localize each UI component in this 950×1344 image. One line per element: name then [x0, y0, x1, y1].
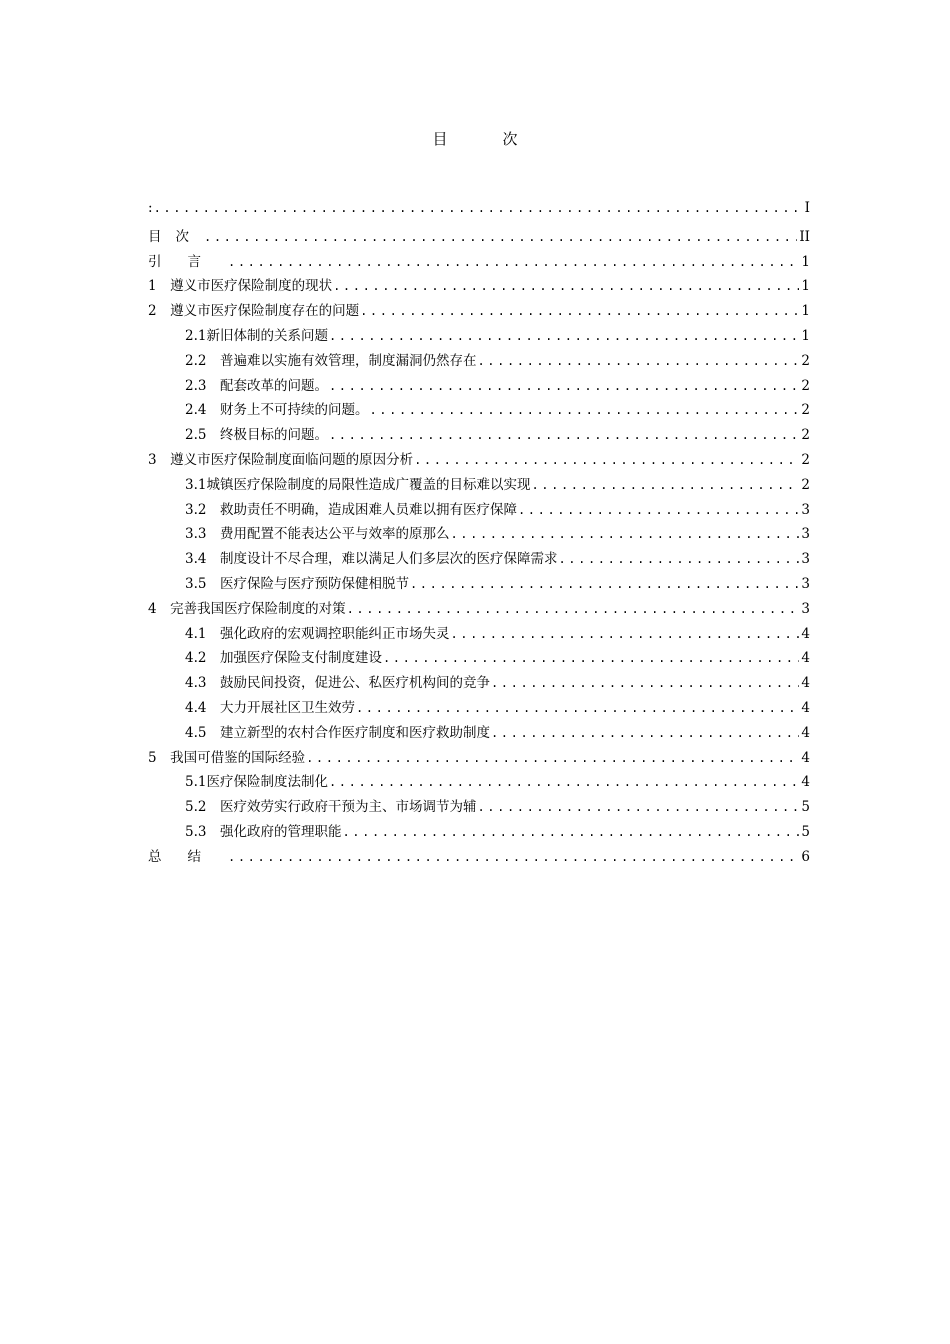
toc-entry[interactable]: [148, 423, 810, 448]
toc-entry-title: 3 遵义市医疗保险制度面临问题的原因分析: [148, 451, 414, 468]
toc-entry-title: 3.3 费用配置不能表达公平与效率的原那么: [185, 526, 450, 543]
toc-entry[interactable]: [148, 572, 810, 597]
toc-entry-title: 引言: [148, 253, 227, 270]
toc-entry[interactable]: [148, 374, 810, 399]
toc-entry[interactable]: [148, 299, 810, 324]
toc-dot-leader: [356, 701, 799, 715]
toc-entry-page-number: 1: [801, 303, 810, 320]
toc-entry-page-number: 1: [801, 253, 810, 270]
toc-entry-title: 3.1城镇医疗保险制度的局限性造成广覆盖的目标难以实现: [185, 476, 531, 493]
toc-entry-page-number: I: [804, 200, 810, 216]
toc-dot-leader: [491, 726, 799, 740]
toc-dot-leader: [342, 825, 799, 839]
toc-entry[interactable]: [148, 721, 810, 746]
toc-entry-title: 3.2 救助责任不明确，造成困难人员难以拥有医疗保障: [185, 501, 517, 518]
toc-entry-title: 4 完善我国医疗保险制度的对策: [148, 600, 346, 617]
toc-entry[interactable]: [148, 522, 810, 547]
toc-entry-title: 4.4 大力开展社区卫生效劳: [185, 699, 355, 716]
toc-dot-leader: [383, 651, 799, 665]
toc-entry[interactable]: [148, 696, 810, 721]
table-of-contents: [148, 200, 810, 870]
toc-entry-title: 5.1医疗保险制度法制化: [185, 774, 328, 791]
toc-entry-page-number: 3: [801, 600, 810, 617]
toc-dot-leader: [333, 279, 799, 293]
toc-entry-page-number: 2: [801, 377, 810, 394]
toc-entry-page-number: 2: [801, 451, 810, 468]
toc-entry-page-number: 2: [801, 352, 810, 369]
toc-entry-title: 2.2 普遍难以实施有效管理，制度漏洞仍然存在: [185, 352, 477, 369]
toc-dot-leader: [450, 627, 799, 641]
toc-dot-leader: [228, 850, 799, 864]
toc-entry-page-number: 3: [801, 526, 810, 543]
toc-entry[interactable]: [148, 671, 810, 696]
toc-entry[interactable]: [148, 473, 810, 498]
toc-entry-title: 5 我国可借鉴的国际经验: [148, 749, 306, 766]
toc-dot-leader: [360, 304, 799, 318]
toc-entry-title: 4.5 建立新型的农村合作医疗制度和医疗救助制度: [185, 724, 490, 741]
toc-dot-leader: [329, 428, 799, 442]
toc-entry-page-number: 3: [801, 551, 810, 568]
toc-entry[interactable]: [148, 770, 810, 795]
page-title: 目 次: [432, 130, 538, 148]
toc-entry-title: 4.1 强化政府的宏观调控职能纠正市场失灵: [185, 625, 450, 642]
toc-entry[interactable]: [148, 746, 810, 771]
toc-entry-title: 2.5 终极目标的问题。: [185, 427, 328, 444]
toc-entry-page-number: 4: [801, 699, 810, 716]
toc-entry-title: 2.1新旧体制的关系问题: [185, 327, 328, 344]
toc-dot-leader: [558, 552, 799, 566]
toc-entry-page-number: 5: [801, 823, 810, 840]
toc-entry-page-number: 5: [801, 799, 810, 816]
toc-entry[interactable]: [148, 597, 810, 622]
toc-dot-leader: [491, 676, 799, 690]
toc-entry-page-number: 2: [801, 427, 810, 444]
toc-entry[interactable]: [148, 845, 810, 870]
toc-entry[interactable]: [148, 398, 810, 423]
toc-entry[interactable]: [148, 448, 810, 473]
toc-entry[interactable]: [148, 820, 810, 845]
toc-entry-title: 4.3 鼓励民间投资，促进公、私医疗机构间的竞争: [185, 675, 490, 692]
toc-dot-leader: [347, 602, 800, 616]
toc-entry[interactable]: [148, 547, 810, 572]
toc-entry-title: 2 遵义市医疗保险制度存在的问题: [148, 303, 360, 320]
toc-entry-page-number: II: [799, 228, 810, 245]
toc-entry-page-number: 4: [801, 774, 810, 791]
toc-entry-title: 1 遵义市医疗保险制度的现状: [148, 278, 333, 295]
toc-entry[interactable]: [148, 498, 810, 523]
toc-entry-title: 2.3 配套改革的问题。: [185, 377, 328, 394]
toc-entry-page-number: 3: [801, 501, 810, 518]
toc-entry-page-number: 1: [801, 278, 810, 295]
toc-entry-title: 总结: [148, 848, 227, 865]
toc-dot-leader: [369, 403, 799, 417]
toc-entry[interactable]: [148, 225, 810, 250]
toc-entry[interactable]: [148, 274, 810, 299]
toc-entry-title: 3.4 制度设计不尽合理，难以满足人们多层次的医疗保障需求: [185, 551, 558, 568]
toc-entry-page-number: 3: [801, 575, 810, 592]
toc-entry-title: :: [148, 200, 153, 216]
toc-dot-leader: [410, 577, 799, 591]
toc-dot-leader: [228, 255, 799, 269]
toc-entry[interactable]: [148, 349, 810, 374]
toc-entry-title: 目次: [148, 228, 203, 245]
toc-entry[interactable]: [148, 622, 810, 647]
toc-entry-page-number: 4: [801, 650, 810, 667]
toc-dot-leader: [477, 800, 799, 814]
toc-dot-leader: [204, 230, 797, 244]
toc-entry[interactable]: [148, 646, 810, 671]
toc-dot-leader: [306, 751, 799, 765]
toc-entry-title: 5.3 强化政府的管理职能: [185, 823, 342, 840]
toc-entry-title: 3.5 医疗保险与医疗预防保健相脱节: [185, 575, 409, 592]
toc-dot-leader: [531, 478, 799, 492]
toc-entry-page-number: 1: [801, 327, 810, 344]
toc-dot-leader: [154, 201, 800, 215]
toc-entry[interactable]: [148, 250, 810, 275]
toc-entry-title: 2.4 财务上不可持续的问题。: [185, 402, 369, 419]
toc-entry-page-number: 2: [801, 476, 810, 493]
toc-entry-page-number: 4: [801, 749, 810, 766]
toc-entry-page-number: 6: [801, 848, 810, 865]
toc-dot-leader: [329, 379, 799, 393]
toc-dot-leader: [329, 329, 799, 343]
toc-entry-page-number: 4: [801, 724, 810, 741]
toc-dot-leader: [414, 453, 799, 467]
toc-entry-page-number: 2: [801, 402, 810, 419]
toc-dot-leader: [329, 775, 799, 789]
toc-entry[interactable]: [148, 200, 810, 225]
toc-entry-title: 5.2 医疗效劳实行政府干预为主、市场调节为辅: [185, 799, 477, 816]
toc-entry-title: 4.2 加强医疗保险支付制度建设: [185, 650, 382, 667]
toc-dot-leader: [450, 527, 799, 541]
toc-entry[interactable]: [148, 324, 810, 349]
toc-entry-page-number: 4: [801, 625, 810, 642]
toc-entry[interactable]: [148, 795, 810, 820]
toc-dot-leader: [477, 354, 799, 368]
toc-entry-page-number: 4: [801, 675, 810, 692]
toc-dot-leader: [518, 503, 799, 517]
